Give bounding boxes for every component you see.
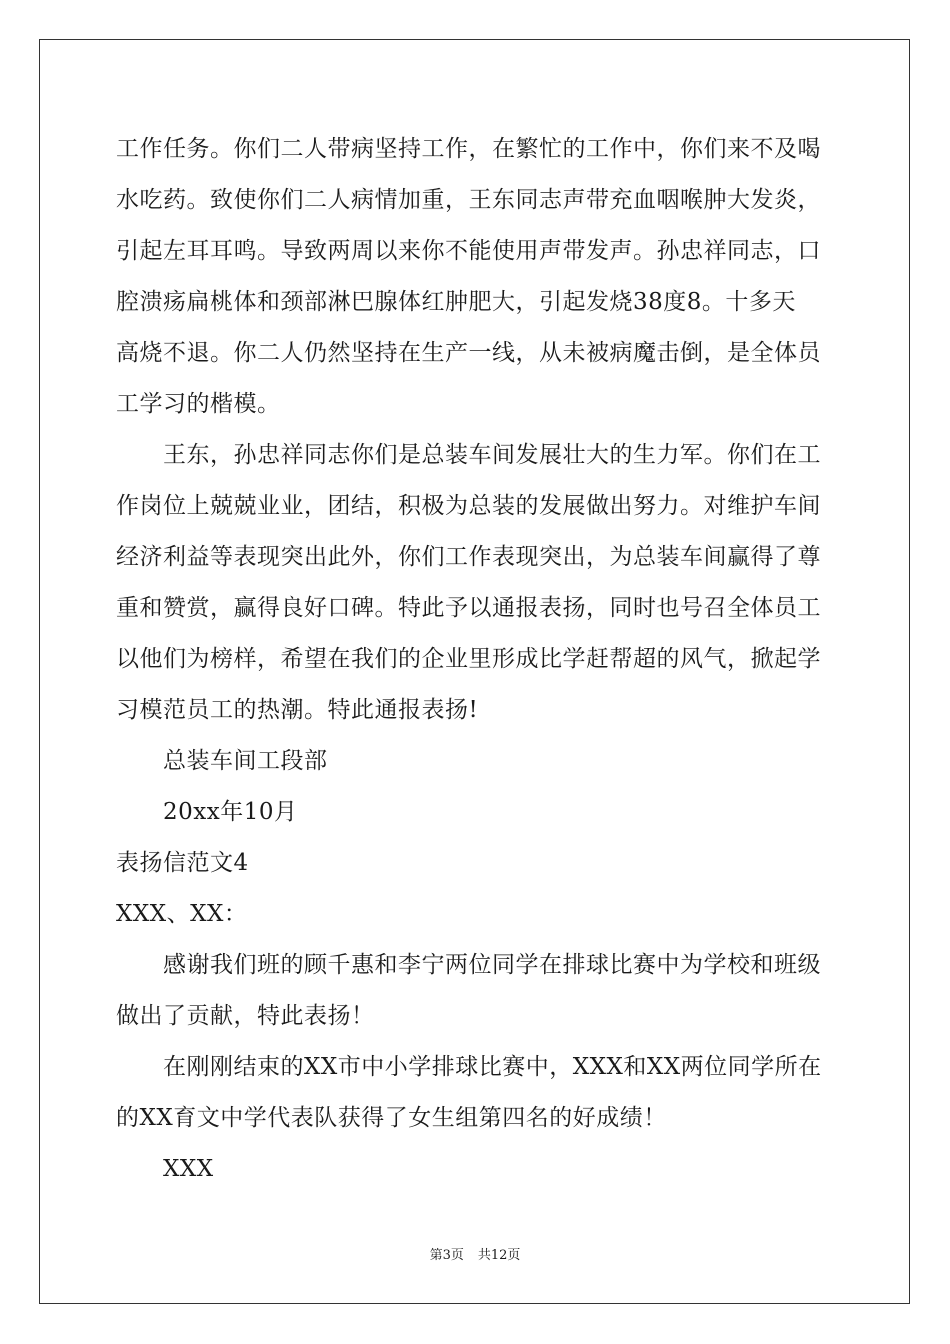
salutation: XXX、XX：	[116, 901, 248, 927]
paragraph-start-line: 感谢我们班的顾千惠和李宁两位同学在排球比赛中为学校和班级	[163, 952, 821, 978]
text-line: 的XX育文中学代表队获得了女生组第四名的好成绩！	[116, 1105, 667, 1131]
page-number: 第3页	[429, 1248, 464, 1263]
text-line: 经济利益等表现突出此外，你们工作表现突出，为总装车间赢得了尊	[116, 544, 821, 570]
text-line: 习模范员工的热潮。特此通报表扬!	[116, 697, 479, 723]
document-body	[116, 124, 836, 1195]
paragraph-start-line: 在刚刚结束的XX市中小学排球比赛中，XXX和XX两位同学所在	[163, 1054, 822, 1080]
text-line: 高烧不退。你二人仍然坚持在生产一线，从未被病魔击倒，是全体员	[116, 340, 821, 366]
paragraph-start-line: 王东，孙忠祥同志你们是总装车间发展壮大的生力军。你们在工	[163, 442, 821, 468]
text-line: 腔溃疡扁桃体和颈部淋巴腺体红肿肥大，引起发烧38度8。十多天	[116, 289, 796, 315]
section-title: 表扬信范文4	[116, 850, 249, 876]
text-line: 以他们为榜样，希望在我们的企业里形成比学赶帮超的风气，掀起学	[116, 646, 821, 672]
signature-date: 20xx年10月	[163, 799, 298, 825]
text-line: 水吃药。致使你们二人病情加重，王东同志声带充血咽喉肿大发炎，	[116, 187, 821, 213]
text-line: 引起左耳耳鸣。导致两周以来你不能使用声带发声。孙忠祥同志，口	[116, 238, 821, 264]
page-total: 共12页	[477, 1248, 521, 1263]
text-line: 工作任务。你们二人带病坚持工作，在繁忙的工作中，你们来不及喝	[116, 136, 821, 162]
page-footer	[0, 1247, 950, 1265]
text-line: 作岗位上兢兢业业，团结，积极为总装的发展做出努力。对维护车间	[116, 493, 821, 519]
text-line: 重和赞赏，赢得良好口碑。特此予以通报表扬，同时也号召全体员工	[116, 595, 821, 621]
text-line: 工学习的楷模。	[116, 391, 281, 417]
signature-department: 总装车间工段部	[163, 748, 328, 774]
paragraph-start-line: XXX	[163, 1156, 214, 1182]
text-line: 做出了贡献，特此表扬！	[116, 1003, 375, 1029]
